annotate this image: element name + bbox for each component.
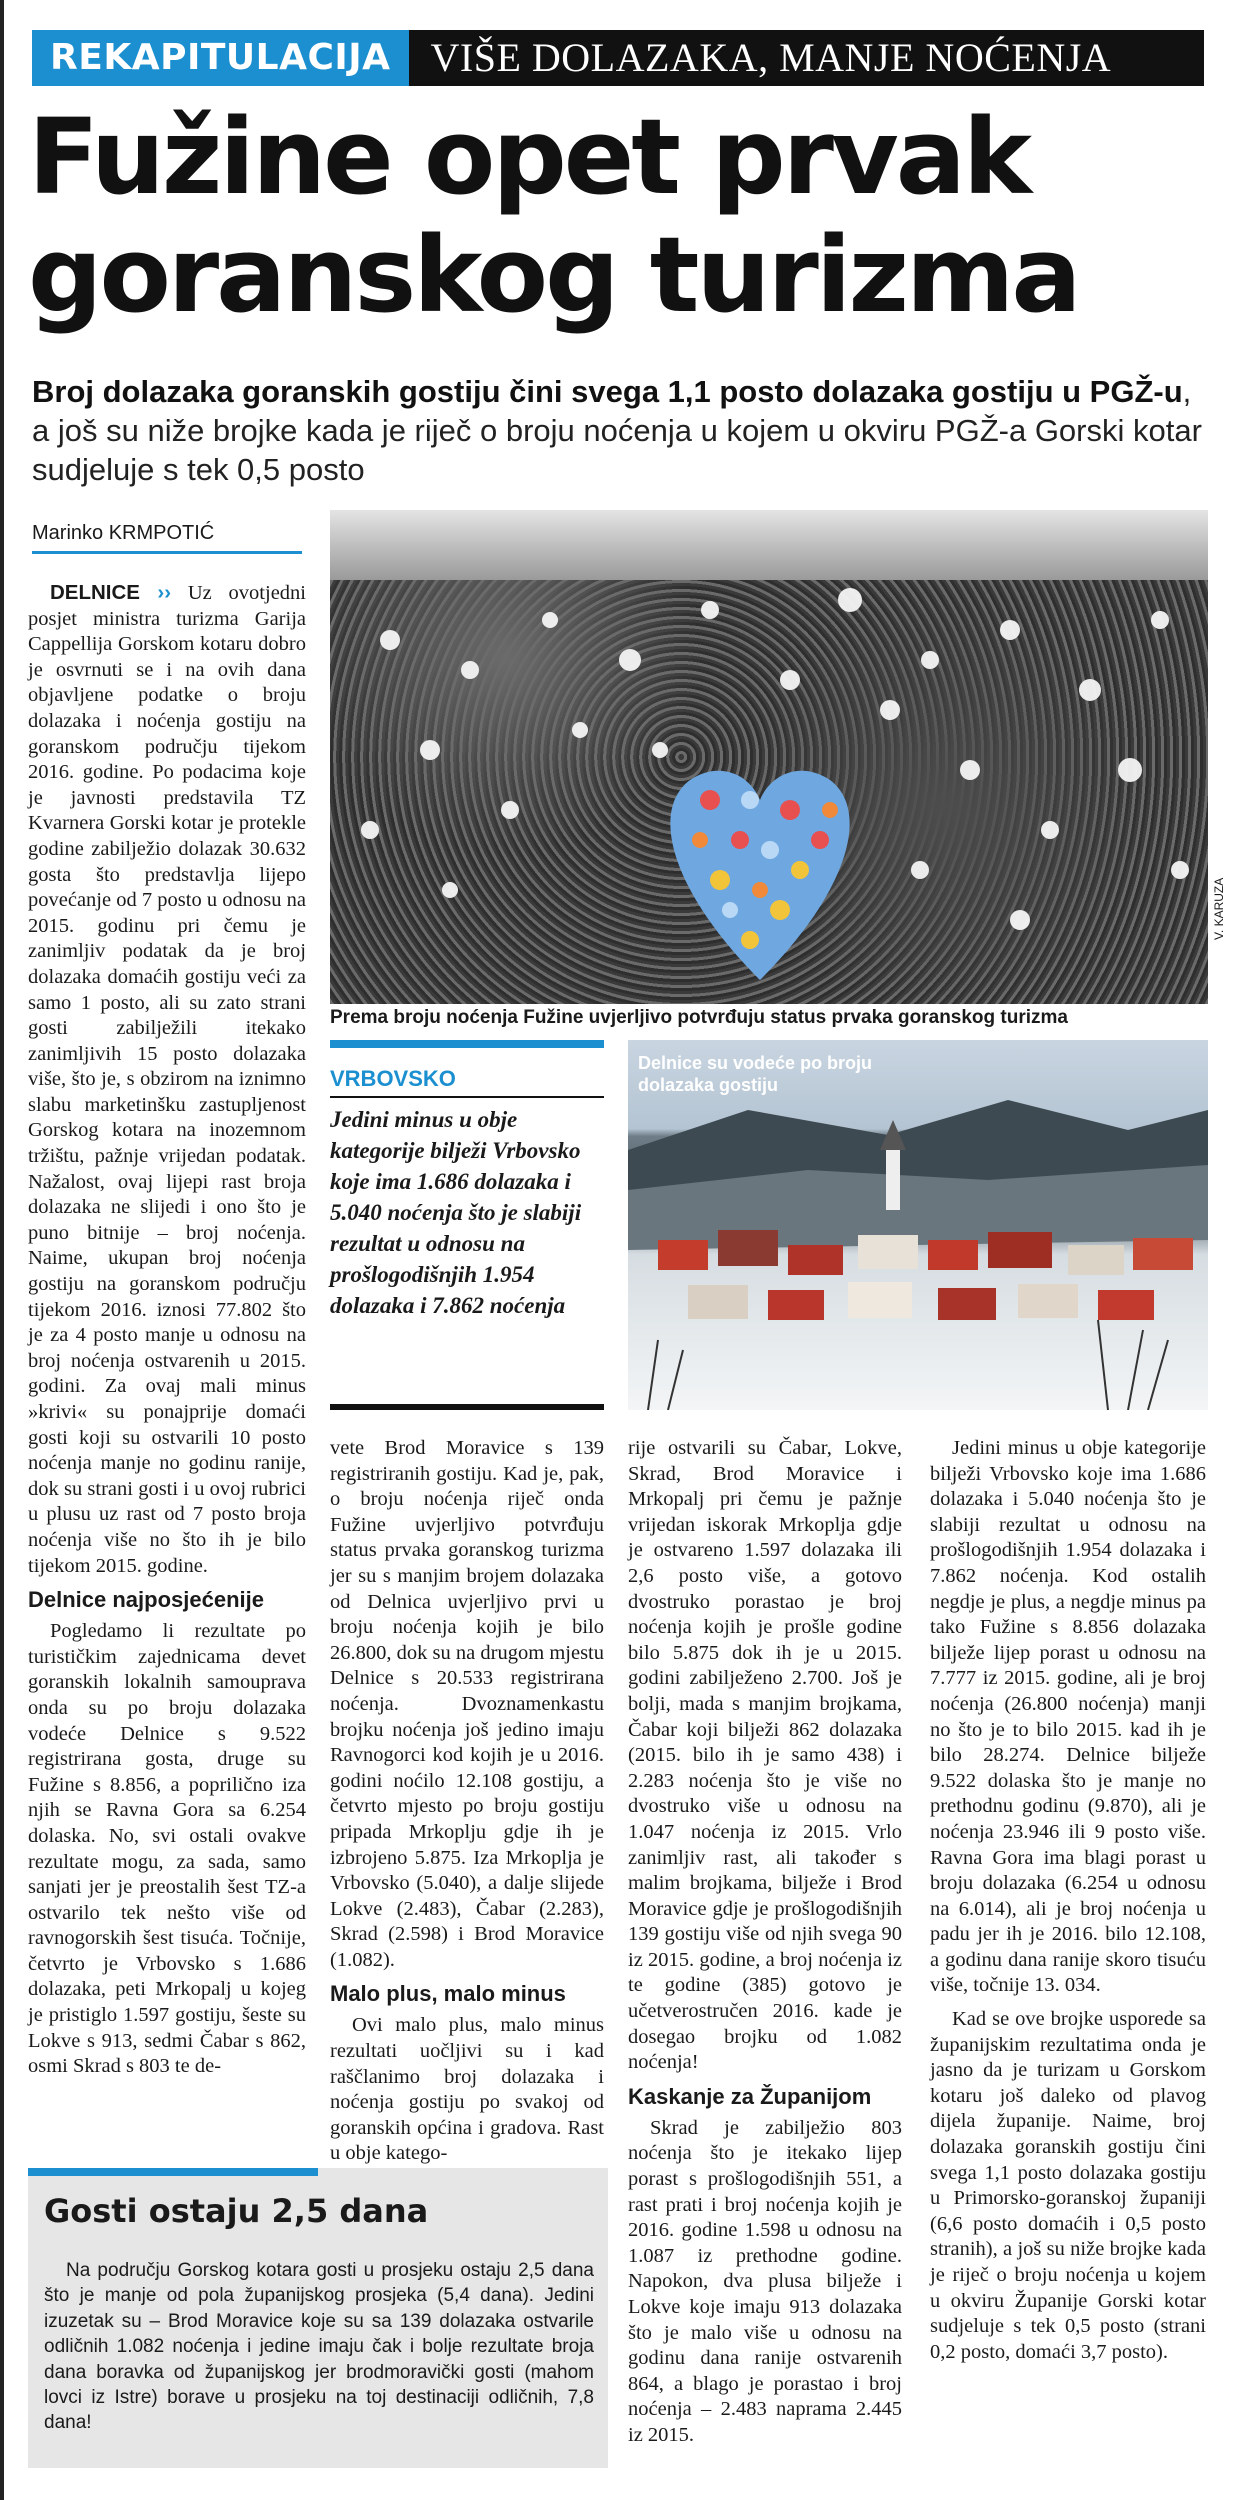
article-column-2 bbox=[330, 1436, 604, 2167]
box-text: Na području Gorskog kotara gosti u prosjeku ostaju 2,5 dana što je manje od pola županijskog prosjeka (5,4 dana). Jedini izuzetak su – Brod Moravice koje su sa 139 dolazaka ostvarile odličnih 1.082 noćenja i jedine imaju čak i bolje rezultate broja dana boravka od županijskog jer brodmoravički gosti (mahom lovci iz Istre) borave u prosjeku na toj destinaciji odličnih, 7,8 dana! bbox=[44, 2260, 594, 2434]
kicker-subtitle: VIŠE DOLAZAKA, MANJE NOĆENJA bbox=[430, 35, 1112, 80]
paragraph: DELNICE ›› Uz ovotjedni posjet ministra turizma Garija Cappellija Gorskom kotaru dobro je osvrnuti se i na ovih dana objavljene podatke o broju dolazaka i noćenja gostiju na goranskom području tijekom 2016. godine. Po podacima koje je javnosti predstavila TZ Kvarnera Gorski kotar je protekle godine zabilježio dolazak 30.632 gosta što predstavlja lijepo povećanje od 7 posto u odnosu na 2015. godinu pri čemu je zanimljiv podatak da je broj dolazaka domaćih gostiju veći za samo 1 posto, ali su zato strani gosti zabilježili itekako zanimljivih 15 posto dolazaka više, što je, s obzirom na iznimno slabu marketinšku zastupljenost Gorskog kotara na inozemnom tržištu, pažnje vrijedan podatak. Nažalost, ovaj lijepi rast broja dolazaka ne slijedi i ono što je puno bitnije – broj noćenja. Naime, ukupan broj noćenja gostiju na goranskom području tijekom 2016. iznosi 77.802 što je za 4 posto manje u odnosu na broj noćenja ostvarenih u 2015. godini. Za ovaj mali minus »krivi« su ponajprije domaći gosti koji su ostvarili 10 posto noćenja manje no godinu ranije, dok su strani gosti i u ovoj rubrici u plusu uz rast od 7 posto broja noćenja više no što ih je bilo tijekom 2015. godine. bbox=[28, 581, 306, 1577]
kicker-bar bbox=[32, 30, 1204, 86]
paragraph: Jedini minus u obje kategorije bilježi Vrbovsko koje ima 1.686 dolazaka i 5.040 noćenja što je slabiji rezultat u odnosu na prošlogodišnjih 1.954 dolazaka i 7.862 noćenja. Kod ostalih negdje je plus, a negdje minus pa tako Fužine s 8.856 dolazaka bilježe lijep porast u odnosu na 7.777 iz 2015. godine, ali je broj noćenja (26.800 noćenja) manji no što je to bilo 2015. kad ih je bilo 28.274. Delnice bilježe 9.522 dolaska što je manje no prethodnu godinu (9.870), ali je noćenja 23.946 ili 9 posto više. Ravna Gora ima blagi porast u broju dolazaka (6.254 u odnosu na 6.014), ali je broj noćenja u padu jer ih je 2016. bilo 12.108, a godinu dana ranije skoro tisuću više, točnije 13. 034. bbox=[930, 1437, 1206, 1997]
lede-bold: Broj dolazaka goranskih gostiju čini svega 1,1 posto dolazaka gostiju u PGŽ-u bbox=[32, 374, 1183, 409]
dateline: DELNICE ›› bbox=[50, 581, 172, 604]
subheading: Kaskanje za Županijom bbox=[628, 2083, 872, 2109]
page-edge bbox=[0, 0, 4, 2500]
divider bbox=[330, 1404, 604, 1410]
subheading: Delnice najposjećenije bbox=[28, 1587, 264, 1613]
arrow-icon: ›› bbox=[157, 581, 172, 604]
byline: Marinko KRMPOTIĆ bbox=[32, 522, 302, 554]
pull-quote-tag: VRBOVSKO bbox=[330, 1066, 604, 1098]
paragraph: vete Brod Moravice s 139 registriranih gostiju. Kad je, pak, o broju noćenja riječ onda Fužine uvjerljivo potvrđuju status prvaka goranskog turizma jer su s manjim brojem dolazaka od Delnica uvjerljivo prvi u broju noćenja kojih je bilo 26.800, dok su na drugom mjestu Delnice s 20.533 registrirana noćenja. Dvoznamenkastu brojku noćenja još jedino imaju Ravnogorci kod kojih je u 2016. godini noćilo 12.108 gostiju, a četvrto mjesto po broju gostiju pripada Mrkoplju gdje ih je izbrojeno 5.875. Iza Mrkoplja je Vrbovsko (5.040), a dalje slijede Lokve (2.483), Čabar (2.283), Skrad (2.598) i Brod Moravice (1.082). bbox=[330, 1437, 604, 1971]
lede bbox=[32, 372, 1212, 489]
paragraph: rije ostvarili su Čabar, Lokve, Skrad, Brod Moravice i Mrkopalj pri čemu je pažnje vrijedan iskorak Mrkoplja gdje je ostvareno 1.597 dolazaka ili 2,6 posto više, a gotovo dvostruko porastao je broj noćenja kojih je prošle godine bilo 5.875 dok ih je u 2015. godini zabilježeno 2.700. Još je bolji, mada s manjim brojkama, Čabar koji bilježi 862 dolazaka (2015. bilo ih je samo 438) i 2.283 noćenja što je više no dvostruko više u odnosu na 1.047 noćenja iz 2015. Vrlo zanimljiv rast, ali također s malim brojkama, bilježe i Brod Moravice gdje je prošlogodišnjih 139 gostiju više od njih svega 90 iz 2015. godine, a broj noćenja iz te godine (385) gotovo je učetverostručen 2016. kade je dosegao brojku od 1.082 noćenja! bbox=[628, 1437, 902, 2074]
paragraph: Ovi malo plus, malo minus rezultati uočljivi su i kad raščlanimo broj dolazaka i noćenja gostiju po svakoj od goranskih općina i gradova. Rast u obje katego- bbox=[330, 2014, 604, 2165]
crowd-illustration bbox=[330, 510, 1208, 1004]
village-photo bbox=[628, 1040, 1208, 1410]
paragraph: Skrad je zabilježio 803 noćenja što je itekako lijep porast s prošlogodišnjih 551, a rast prati i broj noćenja kojih je 2016. godine 1.598 u odnosu na 1.087 iz prethodne godine. Napokon, dva plusa bilježe i Lokve koje imaju 913 dolazaka što je malo više u odnosu na godinu dana ranije ostvarenih 864, a blago je porastao i broj noćenja – 2.483 naprama 2.445 iz 2015. bbox=[628, 2116, 902, 2446]
pull-quote bbox=[330, 1040, 604, 1321]
paragraph: Pogledamo li rezultate po turističkim zajednicama devet goranskih lokalnih samouprava onda su po broju dolazaka vodeće Delnice s 9.522 registrirana gosta, druge su Fužine s 8.856, a poprilično iza njih se Ravna Gora sa 6.254 dolaska. No, svi ostali ovakve rezultate mogu, za sada, samo sanjati jer je preostalih šest TZ-a ostvarilo tek nešto više od ravnogorskih šest tisuća. Točnije, četvrto je Vrbovsko s 1.686 dolazaka, peti Mrkopalj u kojeg je pristiglo 1.597 gostiju, šeste su Lokve s 913, sedmi Čabar s 862, osmi Skrad s 803 te de- bbox=[28, 1620, 306, 2078]
box-accent-bar bbox=[28, 2168, 318, 2176]
sidebar-box bbox=[28, 2168, 608, 2468]
photo-caption: Prema broju noćenja Fužine uvjerljivo potvrđuju status prvaka goranskog turizma bbox=[330, 1007, 1068, 1028]
photo-credit: V. KARUZA bbox=[1212, 877, 1226, 940]
pull-quote-text: Jedini minus u obje kategorije bilježi Vrbovsko koje ima 1.686 dolazaka i 5.040 noćenja što je slabiji rezultat u odnosu na prošlogodišnjih 1.954 dolazaka i 7.862 noćenja bbox=[330, 1107, 582, 1318]
crowd-photo bbox=[330, 510, 1208, 1004]
kicker-tag: REKAPITULACIJA bbox=[32, 30, 409, 86]
photo2-caption: Delnice su vodeće po broju dolazaka gostiju bbox=[638, 1053, 873, 1095]
lede-rest: , a još su niže brojke kada je riječ o broju noćenja u kojem u okviru PGŽ-a Gorski kotar sudjeluje s tek 0,5 posto bbox=[32, 374, 1202, 487]
article-column-4 bbox=[930, 1436, 1206, 2365]
paragraph: Kad se ove brojke usporede sa županijskim rezultatima onda je jasno da je turizam u Gorskom kotaru još daleko od plavog dijela županije. Naime, broj dolazaka goranskih gostiju čini svega 1,1 posto dolazaka gostiju u Primorsko-goranskoj županiji (6,6 posto domaćih i 0,5 posto stranih), a još su niže brojke kada je riječ o broju noćenja u kojem u okviru Županije Gorski kotar sudjeluje s tek 0,5 posto (strani 0,2 posto, domaći 3,7 posto). bbox=[930, 2008, 1206, 2363]
article-column-1 bbox=[28, 580, 306, 2080]
box-title: Gosti ostaju 2,5 dana bbox=[44, 2192, 429, 2230]
article-column-3 bbox=[628, 1436, 902, 2449]
headline: Fužine opet prvak goranskog turizma bbox=[28, 96, 1079, 336]
subheading: Malo plus, malo minus bbox=[330, 1981, 566, 2007]
